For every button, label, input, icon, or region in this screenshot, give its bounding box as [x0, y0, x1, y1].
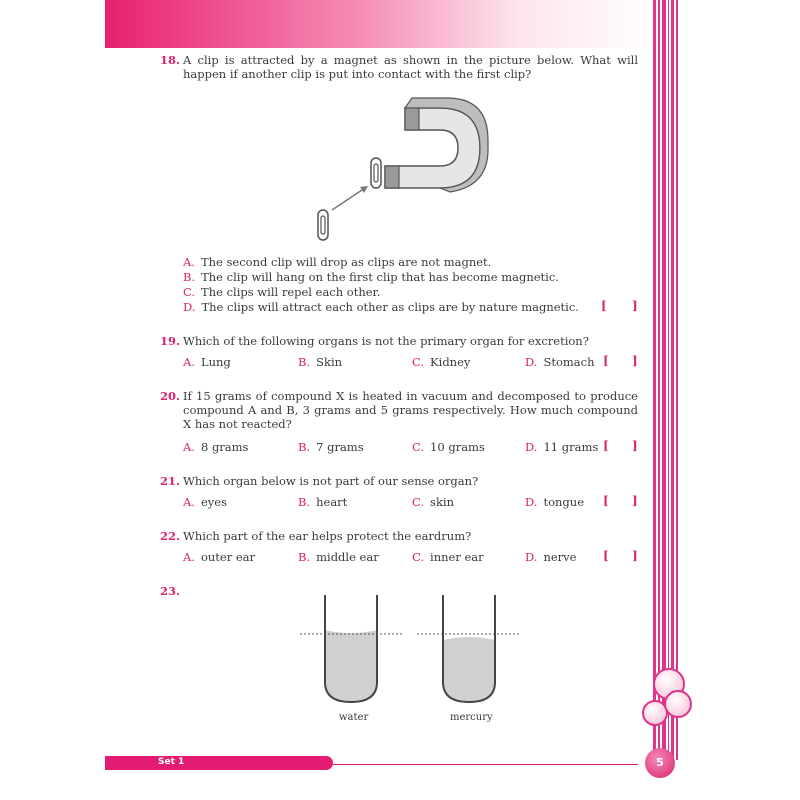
- answer-bracket-close: ]: [632, 299, 638, 313]
- option-a: A. outer ear: [183, 550, 256, 564]
- option-c: C. The clips will repel each other.: [183, 285, 381, 299]
- option-b: B. middle ear: [298, 550, 379, 564]
- magnet-illustration: [310, 88, 490, 248]
- option-b: B. heart: [298, 495, 348, 509]
- question-number: 20.: [160, 389, 181, 403]
- answer-bracket-open: [: [603, 354, 609, 368]
- footer-divider: [333, 764, 638, 765]
- decorative-bubble: [664, 690, 692, 718]
- question-text: Which organ below is not part of our sense organ?: [183, 474, 479, 488]
- answer-bracket-open: [: [601, 299, 607, 313]
- header-band: [105, 0, 660, 48]
- decorative-stripes: [645, 0, 685, 760]
- question-text: A clip is attracted by a magnet as shown in the picture below. What will happen if another clip is put into contact with the first clip?: [183, 53, 638, 81]
- option-d: D. The clips will attract each other as clips are by nature magnetic.: [183, 300, 579, 314]
- option-c: C. skin: [412, 495, 455, 509]
- option-c: C. Kidney: [412, 355, 471, 369]
- option-a: A. eyes: [183, 495, 227, 509]
- question-text: Which part of the ear helps protect the eardrum?: [183, 529, 472, 543]
- option-d: D. nerve: [525, 550, 577, 564]
- footer-bar: [105, 756, 333, 770]
- answer-bracket-close: ]: [632, 494, 638, 508]
- question-number: 19.: [160, 334, 181, 348]
- page-number: 5: [645, 748, 675, 778]
- option-a: A. The second clip will drop as clips are not magnet.: [183, 255, 492, 269]
- tube-label-mercury: mercury: [450, 712, 493, 723]
- answer-bracket-close: ]: [632, 354, 638, 368]
- option-d: D. 11 grams: [525, 440, 599, 454]
- answer-bracket-open: [: [603, 494, 609, 508]
- option-a: A. 8 grams: [183, 440, 249, 454]
- option-d: D. Stomach: [525, 355, 595, 369]
- option-c: C. inner ear: [412, 550, 484, 564]
- tube-label-water: water: [339, 712, 369, 723]
- question-text: If 15 grams of compound X is heated in vacuum and decomposed to produce compound A and B, 3 grams and 5 grams respectively. How much compound X has not reacted?: [183, 389, 638, 431]
- option-d: D. tongue: [525, 495, 584, 509]
- option-a: A. Lung: [183, 355, 231, 369]
- test-tubes-illustration: [295, 590, 520, 710]
- question-text: Which of the following organs is not the primary organ for excretion?: [183, 334, 589, 348]
- question-number: 21.: [160, 474, 181, 488]
- answer-bracket-close: ]: [632, 439, 638, 453]
- option-b: B. 7 grams: [298, 440, 364, 454]
- question-number: 22.: [160, 529, 181, 543]
- answer-bracket-close: ]: [632, 549, 638, 563]
- option-b: B. Skin: [298, 355, 343, 369]
- option-c: C. 10 grams: [412, 440, 485, 454]
- answer-bracket-open: [: [603, 549, 609, 563]
- set-label: Set 1: [158, 757, 185, 767]
- question-number: 23.: [160, 584, 181, 598]
- option-b: B. The clip will hang on the first clip that has become magnetic.: [183, 270, 559, 284]
- answer-bracket-open: [: [603, 439, 609, 453]
- question-number: 18.: [160, 53, 181, 67]
